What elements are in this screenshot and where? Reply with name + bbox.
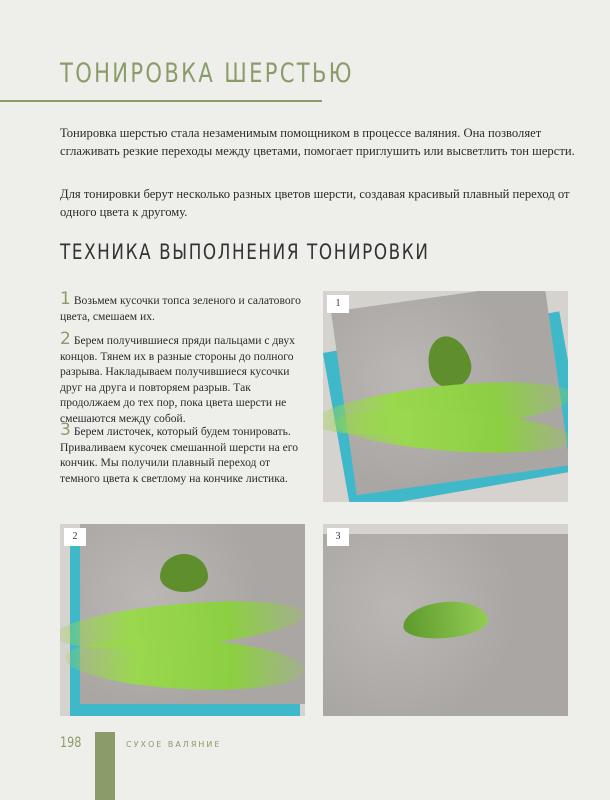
- step-number: 2: [60, 329, 71, 349]
- intro-paragraph-2: Для тонировки берут несколько разных цветов шерсти, создавая красивый плавный переход от одного цвета к другому.: [60, 187, 570, 219]
- photo-3: [323, 524, 568, 716]
- photo-2: [60, 524, 305, 716]
- section-tab: [95, 732, 115, 800]
- section-subtitle: ТЕХНИКА ВЫПОЛНЕНИЯ ТОНИРОВКИ: [60, 240, 430, 264]
- step-2: [60, 329, 310, 426]
- step-text: Берем листочек, который будем тонировать. Приваливаем кусочек смешанной шерсти на его кончик. Мы получили плавный переход от темного цвета к светлому на кончике листика.: [60, 425, 299, 485]
- step-1: [60, 289, 310, 324]
- intro-paragraph-1: Тонировка шерстью стала незаменимым помощником в процессе валяния. Она позволяет сглаживать резкие переходы между цветами, помогает приглушить или высветлить тон шерсти.: [60, 126, 575, 158]
- page-number: 198: [60, 735, 82, 751]
- step-number: 3: [60, 420, 71, 440]
- photo-number: 1: [327, 295, 349, 313]
- title-underline: [0, 100, 322, 102]
- step-text: Возьмем кусочки топса зеленого и салатового цвета, смешаем их.: [60, 294, 301, 323]
- step-3: [60, 420, 310, 486]
- photo-number: 2: [64, 528, 86, 546]
- page-title: ТОНИРОВКА ШЕРСТЬЮ: [60, 58, 354, 89]
- photo-1: [323, 291, 568, 502]
- step-number: 1: [60, 289, 71, 309]
- photo-number: 3: [327, 528, 349, 546]
- felt-leaf: [160, 554, 208, 592]
- section-label: СУХОЕ ВАЛЯНИЕ: [126, 740, 222, 749]
- step-text: Берем получившиеся пряди пальцами с двух концов. Тянем их в разные стороны до полного разрыва. Накладываем получившиеся кусочки друг на друга и повторяем разрыв. Так продолжаем до тех пор, пока цвета шерсти не смешаются между собой.: [60, 334, 295, 425]
